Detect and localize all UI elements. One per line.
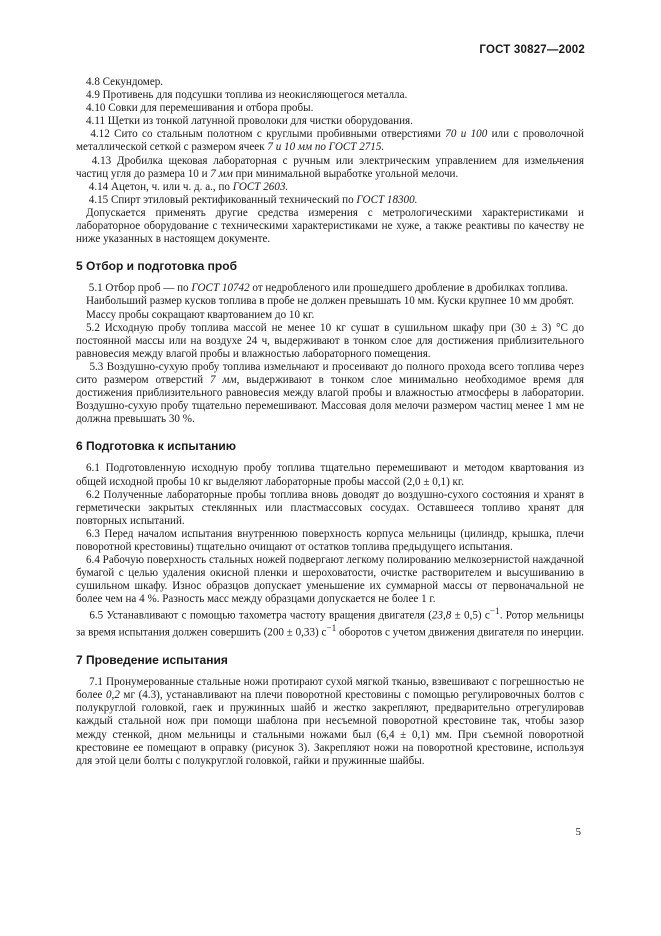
paragraph: 6.4 Рабочую поверхность стальных ножей подвергают легкому полированию мелкозернистой наждачной бумагой с целью удаления окисной пленки и шероховатости, очистке растворителем и высушиванию в сушильном шкафу. Износ образцов допускает уменьшение их суммарной массы от первоначальной не более чем на 4 %. Разность масс между образцами допускается не более 1 г. bbox=[76, 554, 584, 606]
paragraph: 6.2 Полученные лабораторные пробы топлива вновь доводят до воздушно-сухого состояния и хранят в герметически закрытых стеклянных или пластмассовых сосудах. Оставшееся топливо хранят для повторных испытаний. bbox=[76, 488, 584, 527]
paragraph: 5.1 Отбор проб — по ГОСТ 10742 от недробленого или прошедшего дробление в дробилках топлива. bbox=[88, 282, 568, 295]
paragraph: Допускается применять другие средства измерения с метрологическими характеристиками и лабораторное оборудование с техническими характеристиками не хуже, а также реактивы по качеству не ниже указанных в настоящем документе. bbox=[76, 206, 584, 246]
page-number: 5 bbox=[575, 826, 581, 838]
list-item: 4.10 Совки для перемешивания и отбора пробы. bbox=[86, 102, 314, 115]
paragraph: 6.3 Перед началом испытания внутреннюю поверхность корпуса мельницы (цилиндр, крышка, плечи поворотной крестовины) тщательно очищают от остатков топлива предыдущего испытания. bbox=[76, 527, 584, 553]
document-header: ГОСТ 30827—2002 bbox=[479, 44, 585, 56]
paragraph: 5.3 Воздушно-сухую пробу топлива измельчают и просеивают до полного прохода всего топлива через сито размером отверстий 7 мм, выдерживают в тонком слое минимально необходимое время для достижения приблизительного равновесия между влагой пробы и влажностью атмосферы в лаборатории. Воздушно-сухую пробу тщательно перемешивают. Массовая доля мелочи размером частиц менее 1 мм не должна превышать 30 %. bbox=[76, 360, 584, 426]
list-item: 4.15 Спирт этиловый ректификованный технический по ГОСТ 18300. bbox=[88, 193, 418, 206]
list-item: 4.11 Щетки из тонкой латунной проволоки для чистки оборудования. bbox=[86, 115, 413, 128]
paragraph: Массу пробы сокращают квартованием до 10 кг. bbox=[86, 308, 315, 321]
paragraph: 6.1 Подготовленную исходную пробу топлива тщательно перемешивают и методом квартования из общей исходной пробы 10 кг выделяют лабораторные пробы массой (2,0 ± 0,1) кг. bbox=[76, 462, 584, 488]
paragraph: 7.1 Пронумерованные стальные ножи протирают сухой мягкой тканью, взвешивают с погрешностью не более 0,2 мг (4.3), устанавливают на плечи поворотной крестовины с помощью регулировочных болтов с полукруглой головкой, гаек и пружинных шайб и жестко закрепляют, предварительно отрегулировав каждый стальной нож при помощи шаблона при несъемной поворотной крестовине так, чтобы зазор между стенкой, дном мельницы и стальными ножами был (6,4 ± 0,1) мм. При съемной поворотной крестовине ее помещают в оправку (рисунок 3). Закрепляют ножи на поворотной крестовине, используя для этой цели болты с полукруглой головкой, гайки и пружинные шайбы. bbox=[76, 676, 585, 767]
section-heading: 7 Проведение испытания bbox=[76, 653, 228, 668]
section-heading: 5 Отбор и подготовка проб bbox=[76, 259, 238, 274]
list-item: 4.8 Секундомер. bbox=[86, 76, 164, 88]
section-heading: 6 Подготовка к испытанию bbox=[76, 439, 237, 454]
paragraph: 5.2 Исходную пробу топлива массой не менее 10 кг сушат в сушильном шкафу при (30 ± 3) °С до постоянной массы или на воздухе 24 ч, выдерживают в тонком слое для достижения приблизительного равновесия между влагой пробы и влажностью лабораторного помещения. bbox=[76, 321, 584, 360]
list-item: 4.9 Противень для подсушки топлива из неокисляющегося металла. bbox=[86, 89, 408, 102]
document-body bbox=[76, 76, 584, 768]
paragraph: Наибольший размер кусков топлива в пробе не должен превышать 10 мм. Куски крупнее 10 мм дробят. bbox=[86, 295, 574, 308]
paragraph: 6.5 Устанавливают с помощью тахометра частоту вращения двигателя (23,8 ± 0,5) $с^{-1}$. Ротор мельницы за время испытания должен совершить (200 ± 0,33) $с^{-1}$ оборотов с учетом движения двигателя по инерции. bbox=[76, 607, 584, 639]
list-item: 4.12 Сито со стальным полотном с круглыми пробивными отверстиями 70 и 100 или с проволочной металлической сеткой с размером ячеек 7 и 10 мм по ГОСТ 2715. bbox=[76, 128, 584, 154]
list-item: 4.13 Дробилка щековая лабораторная с ручным или электрическим управлением для измельчения частиц угля до размера 10 и 7 мм при минимальной выработке угольной мелочи. bbox=[76, 154, 585, 180]
list-item: 4.14 Ацетон, ч. или ч. д. а., по ГОСТ 2603. bbox=[88, 180, 289, 193]
